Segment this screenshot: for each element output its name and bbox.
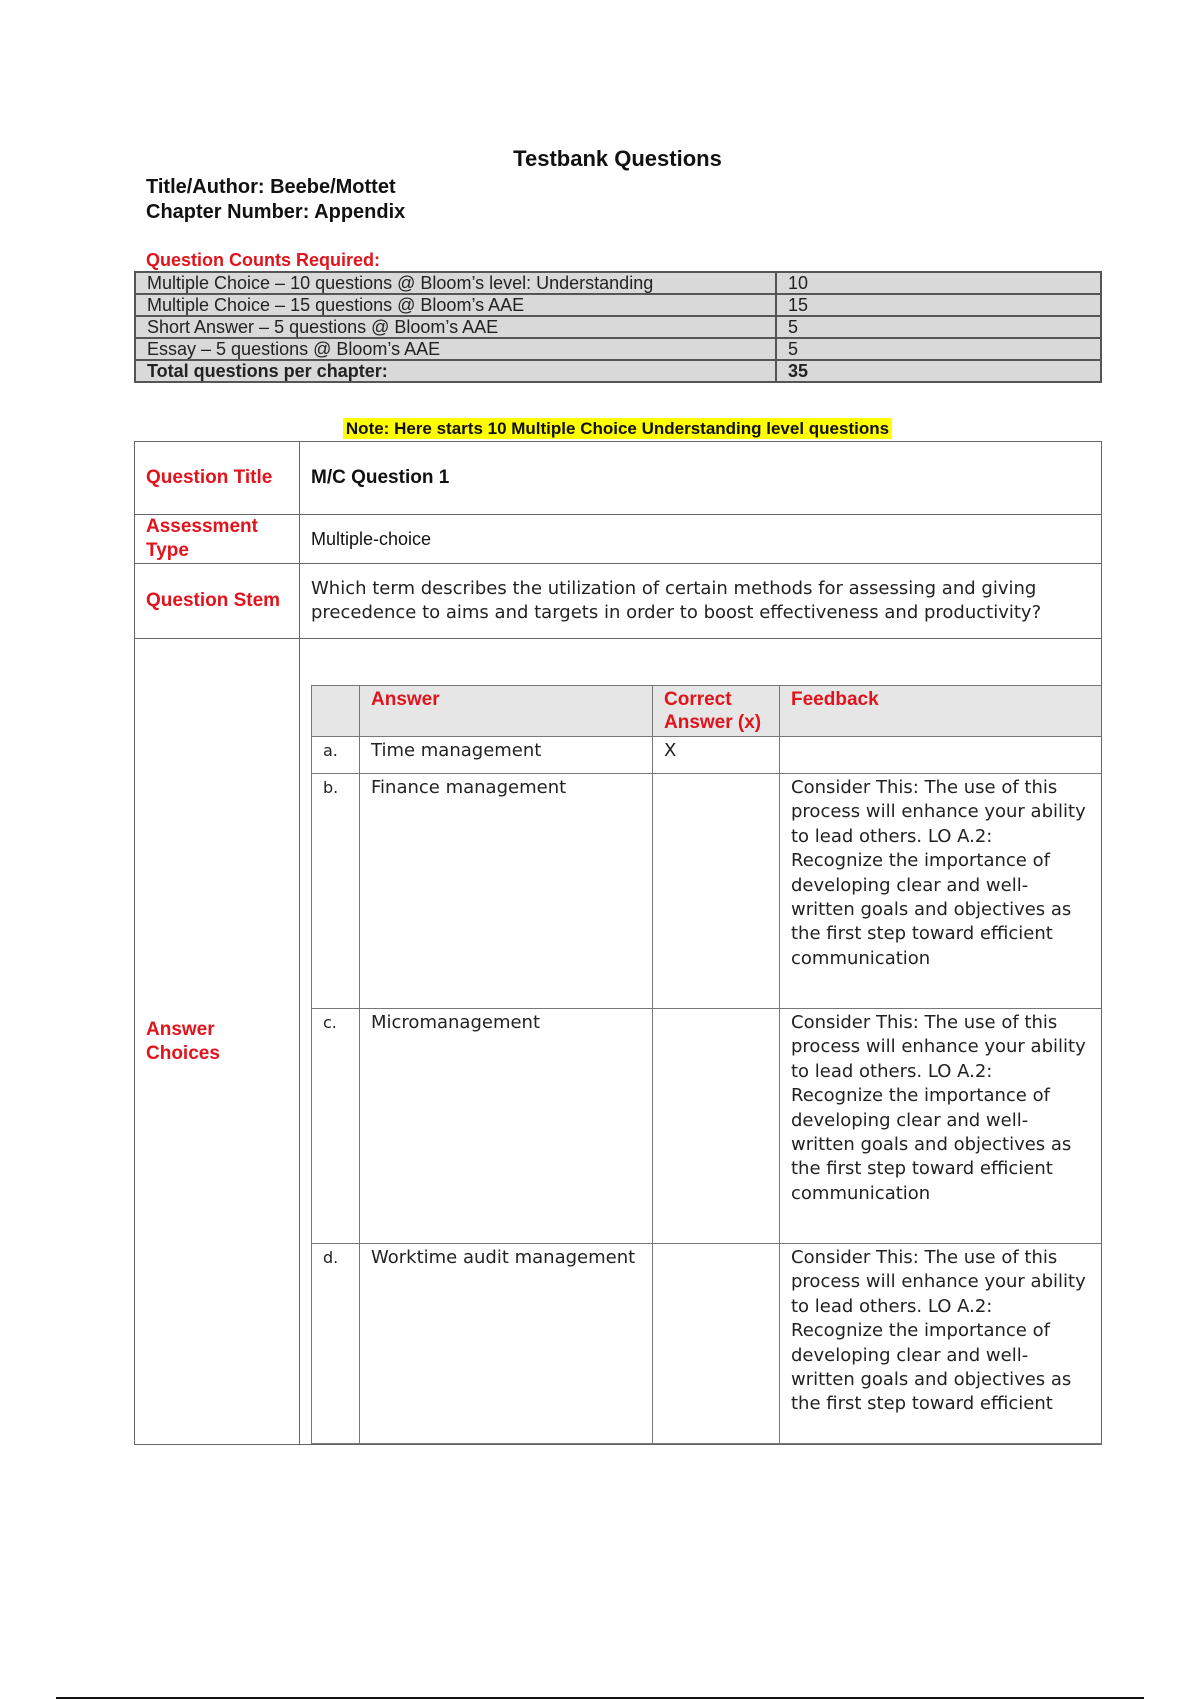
choice-correct-mark: X	[653, 737, 780, 774]
answer-choices-label: Answer Choices	[135, 639, 300, 1445]
footer-rule	[56, 1697, 1144, 1699]
count-value: 15	[776, 294, 1101, 316]
choice-feedback: Consider This: The use of this process will enhance your ability to lead others. LO A.2: Recognize the importance of developing clear and well-written goals and objectives as the first step toward efficient communication	[780, 774, 1102, 1009]
feedback-header: Feedback	[780, 686, 1102, 737]
count-label: Multiple Choice – 15 questions @ Bloom’s AAE	[135, 294, 776, 316]
count-value: 10	[776, 272, 1101, 294]
assessment-type-label: Assessment Type	[135, 515, 300, 564]
question-stem-row	[135, 564, 1102, 639]
correct-answer-header: Correct Answer (x)	[653, 686, 780, 737]
choice-correct-mark	[653, 1244, 780, 1444]
count-total-value: 35	[776, 360, 1101, 382]
question-counts-table	[134, 271, 1102, 383]
count-total-row	[135, 360, 1101, 382]
letter-header	[312, 686, 360, 737]
count-value: 5	[776, 316, 1101, 338]
count-row	[135, 294, 1101, 316]
page-title: Testbank Questions	[513, 146, 722, 171]
choice-letter: b.	[312, 774, 360, 1009]
count-row	[135, 338, 1101, 360]
note-highlight: Note: Here starts 10 Multiple Choice Understanding level questions	[343, 418, 892, 439]
chapter-number: Chapter Number: Appendix	[146, 201, 406, 223]
choice-answer: Finance management	[360, 774, 653, 1009]
question-title-label: Question Title	[135, 442, 300, 515]
count-row	[135, 316, 1101, 338]
title-author: Title/Author: Beebe/Mottet	[146, 176, 396, 198]
answer-row	[312, 1009, 1102, 1244]
question-title-row	[135, 442, 1102, 515]
answer-row	[312, 1244, 1102, 1444]
count-row	[135, 272, 1101, 294]
choice-answer: Time management	[360, 737, 653, 774]
count-label: Multiple Choice – 10 questions @ Bloom’s level: Understanding	[135, 272, 776, 294]
count-total-label: Total questions per chapter:	[135, 360, 776, 382]
choice-feedback-cell	[780, 1244, 1102, 1444]
choice-letter: a.	[312, 737, 360, 774]
choice-letter: d.	[312, 1244, 360, 1444]
choice-correct-mark	[653, 1009, 780, 1244]
question-counts-heading: Question Counts Required:	[146, 250, 380, 270]
answer-choices-row	[135, 639, 1102, 1445]
assessment-type-value: Multiple-choice	[300, 515, 1102, 564]
answer-row	[312, 774, 1102, 1009]
assessment-type-row	[135, 515, 1102, 564]
choice-feedback: Consider This: The use of this process will enhance your ability to lead others. LO A.2: Recognize the importance of developing clear and well-written goals and objectives as the first step toward efficient communication	[780, 1009, 1102, 1244]
choice-answer: Worktime audit management	[360, 1244, 653, 1444]
choice-letter: c.	[312, 1009, 360, 1244]
question-title-value: M/C Question 1	[300, 442, 1102, 515]
choice-answer: Micromanagement	[360, 1009, 653, 1244]
choice-feedback	[780, 737, 1102, 774]
count-label: Essay – 5 questions @ Bloom’s AAE	[135, 338, 776, 360]
choice-correct-mark	[653, 774, 780, 1009]
answer-choices-table	[311, 685, 1102, 1444]
count-value: 5	[776, 338, 1101, 360]
question-stem-value: Which term describes the utilization of certain methods for assessing and giving precedence to aims and targets in order to boost effectiveness and productivity?	[300, 564, 1102, 639]
answer-header-row	[312, 686, 1102, 737]
answer-choices-cell	[300, 639, 1102, 1445]
section-note	[0, 418, 1200, 440]
choice-feedback: Consider This: The use of this process will enhance your ability to lead others. LO A.2: Recognize the importance of developing clear and well-written goals and objectives as the first step toward efficient	[791, 1247, 1086, 1415]
count-label: Short Answer – 5 questions @ Bloom’s AAE	[135, 316, 776, 338]
question-stem-label: Question Stem	[135, 564, 300, 639]
question-table	[134, 441, 1102, 1445]
answer-row	[312, 737, 1102, 774]
answer-header: Answer	[360, 686, 653, 737]
